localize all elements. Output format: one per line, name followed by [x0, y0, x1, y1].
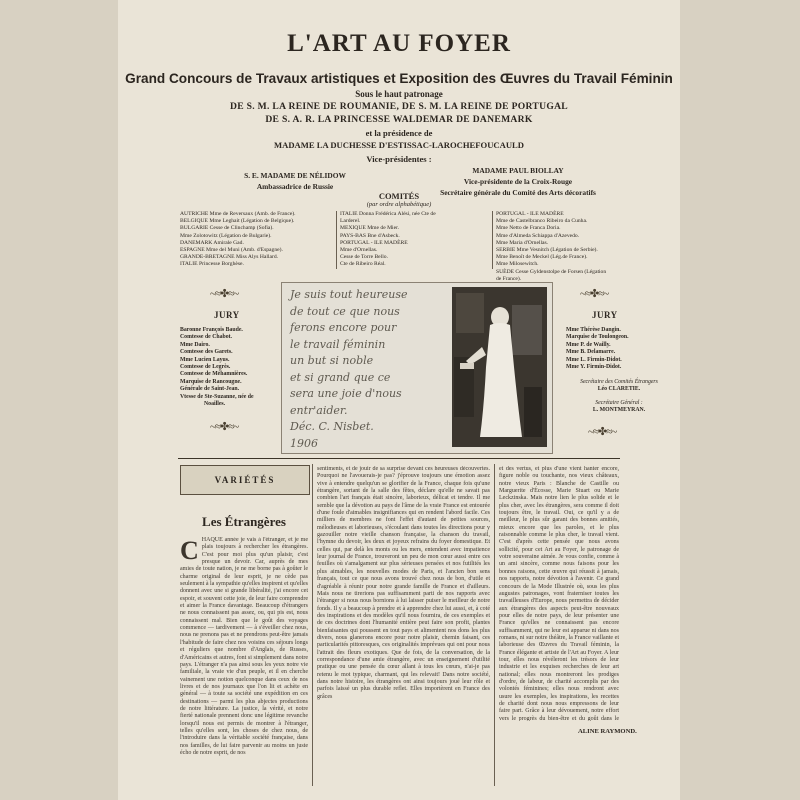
column-divider: [312, 464, 313, 786]
list-item: SUÈDE Cesse Gyldenstolpe de Forsen (Légation: [496, 268, 607, 275]
jury-right-list: [566, 327, 672, 371]
vice-president-left: S. E. MADAME DE NÉLIDOW Ambassadrice de Russie: [244, 171, 346, 191]
author-signature: ALINE RAYMOND.: [578, 728, 637, 735]
list-item: Comtesse des Garets.: [180, 349, 233, 356]
duchess-line: MADAME LA DUCHESSE D'ESTISSAC-LAROCHEFOUCAULD: [274, 140, 524, 150]
list-item: Comtesse de Legrès.: [180, 364, 231, 371]
section-divider: [178, 458, 620, 459]
list-item: Mme Zolotowitz (Légation de Bulgarie).: [180, 232, 272, 239]
list-item: Mme Maria d'Ornellas.: [496, 239, 549, 246]
list-item: Cesse de Torre Bello.: [340, 254, 388, 261]
varietes-banner: VARIÉTÉS: [180, 465, 310, 495]
portrait-illustration: [452, 287, 547, 447]
ornament-icon: ~≈✤≈~: [588, 426, 617, 438]
comites-divider: [492, 211, 493, 269]
column-divider: [494, 464, 495, 786]
list-item: ESPAGNE Mme del Muni (Amb. d'Espagne).: [180, 247, 283, 254]
list-item: AUTRICHE Mme de Reversaux (Amb. de France).: [180, 211, 296, 217]
list-item: Mme Netto de Franca Doria.: [496, 225, 561, 232]
list-item: Mme B. Delamarre.: [566, 349, 616, 356]
list-item: SERBIE Mme Vesnitch (Légation de Serbie).: [496, 247, 598, 254]
comites-column-3: [496, 211, 606, 283]
list-item: Comtesse de Chabot.: [180, 334, 233, 341]
list-item: Mme d'Almeda Schiappa d'Azevedo.: [496, 232, 580, 239]
jury-right-heading: JURY: [592, 310, 618, 320]
list-item: DANEMARK Amirale Gad.: [180, 239, 244, 246]
comites-heading: COMITÉS: [378, 191, 420, 201]
comites-subheading: (par ordre alphabétique): [366, 201, 432, 208]
ornament-icon: ~≈✤≈~: [210, 288, 239, 300]
comites-divider: [336, 211, 337, 269]
list-item: Mme Benoît de Meckel (Lég.de France).: [496, 254, 588, 261]
article-column-2: sentiments, et de jouir de sa surprise devant ces heureuses découvertes. Pourquoi ne l'avouerais-je pas? j'éprouve toujours une émotion assez vive à entendre quelqu'un se glorifier de la France, chaque fois qu'une étrangère, sortant de la salle des fêtes, déclare qu'elle ne savait pas combien l'art français était sincère, laborieux, délicat et tendre. Il me semble que la dévotion au pays de l'âme de la vraie France est entourée d'une foule d'aimables insignifiances qui en rendent l'abord facile. Ces milliers de membres ne font l'effet d'autant de petites sources, mélodieuses et laborieuses, s'écoulant dans toutes les directions pour y gazouiller notre vieille chanson française, la chanson du travail, l'hymne du devoir, les deux et joyeux refrains du foyer domestique. Et celles qui, par delà les monts ou les mers, entendent avec impatience leur journal de France, trouveront un peu de mon cœur aussi entre ces feuilles où s'amalgament sur plus sérieuses pensées et nos futilités les plus aimables, les nouvelles modes de Paris, et l'ancien bon sens français, tout ce que nous avons trouvé chez nous de bon, d'utile et d'agréable à réunir pour notre grande famille de France et d'ailleurs. Mais nous ne tirerions pas suffisamment parti de nos rapports avec l'étranger si nous nous bornions à lui laisser puiser le meilleur de notre fonds. Il y a beaucoup à prendre et à apprendre chez lui aussi, et, à coté des inspirations et des modèles qu'il nous fournira, de ces exemples et de ces doctrines dont l'humanité entière peut faire son profit, plantes bienfaisantes qui poussent en tout pays et alimentent nos dons les plus divers, nous glanerons encore pour notre plaisir, chemin faisant, ces particularités pittoresques, ces originalités imprévues qui ont pour nous l'attrait des fleurs exotiques. Que de fois, de la conversation, de la correspondance d'une amie étrangère, avec un enseignement d'utilité pratique ou une pensée du cœur allant à tous les cœurs, n'ai-je pas retenu le mot typique, charmant, qui les relevait! Dans notre société, dans notre histoire, les étrangères ont ainsi toujours joué leur rôle et parfois laissé un plus durable reflet. Elles importèrent en France des grâces: [317, 466, 490, 700]
list-item: PORTUGAL - ILE MADÈRE: [496, 211, 564, 217]
list-item: Baronne François Baude.: [180, 327, 243, 333]
list-item: Marquise de Rancougne.: [180, 378, 242, 385]
list-item: PORTUGAL - ILE MADÈRE: [340, 239, 408, 246]
secretaries: Secrétaire des Comités Étrangers Léo CLARETIE. Secrétaire Général : L. MONTMEYRAN.: [580, 379, 658, 414]
article-column-1: CHAQUE année je vais à l'étranger, et je me plais toujours à rechercher les étrangères. C'est pour moi plus qu'un plaisir, c'est presque un devoir. Car, auprès de mes amies de toute nation, je ne me borne pas à goûter le charme original de leur esprit, je ne cède pas seulement à la sympathie qu'elles inspirent et qu'elles donnent avec une si grande libéralité, j'ai encore cet espoir, et souvent cette joie, de leur faire comprendre et aimer la France davantage. Beaucoup d'étrangers ne nous connaissent pas assez, ou, qui pis est, nous connaissent mal. Bien que le goût des voyages commence — tardivement — à s'éveiller chez nous, nous ne prenons pas et ne prendrons peut-être jamais l'habitude de faire chez nos voisins ces séjours longs et réguliers que nombre d'Anglais, de Russes, d'Américains et autres, font si simplement dans notre pays. L'étranger n'a pas ainsi sous les yeux notre vie familiale, la vraie vie d'un peuple, et il en cherche vainement une notion quelconque dans ceux de nos livres et de nos journaux que l'on lit et achète en général — à toute sa société une expédition en ces destinations — parmi les plus abjectes productions de notre littérature. La justice, la vérité, et notre fierté nationale prennent donc une légitime revanche lorsqu'il nous est permis de montrer à l'étranger, telles qu'elles sont, les choses de chez nous, de l'introduire dans la véritable société française, dans nos familles, de lui faire parvenir au moins un juste écho de notre esprit, de nos: [180, 537, 308, 756]
patronage-line: Sous le haut patronage: [355, 89, 443, 99]
list-item: Larderel.: [340, 218, 361, 225]
list-item: ITALIE Princesse Borghèse.: [180, 261, 244, 268]
list-item: de France).: [496, 275, 522, 282]
list-item: Mme L. Firmin-Didot.: [566, 356, 622, 363]
article-title: Les Étrangères: [202, 514, 286, 529]
list-item: ITALIE Donna Frédérica Alési, née Cte de: [340, 211, 436, 217]
jury-left-heading: JURY: [214, 310, 240, 320]
list-item: Mme de Castelbranco Ribeiro da Cunha.: [496, 218, 588, 225]
list-item: Vtesse de Ste-Suzanne, née de: [180, 393, 254, 400]
drop-cap: C: [180, 537, 199, 565]
list-item: GRANDE-BRETAGNE Miss Alys Hallard.: [180, 254, 279, 261]
contest-subtitle: Grand Concours de Travaux artistiques et Exposition des Œuvres du Travail Féminin: [125, 71, 673, 86]
list-item: Mme d'Ornellas.: [340, 247, 378, 254]
list-item: Mme Y. Firmin-Didot.: [566, 364, 622, 371]
ornament-icon: ~≈✤≈~: [580, 288, 609, 300]
jury-left-list: [180, 327, 280, 408]
autograph-photo-plate: [281, 282, 553, 454]
presidence-line: et la présidence de: [365, 128, 433, 138]
princess-line: DE S. A. R. LA PRINCESSE WALDEMAR DE DANEMARK: [265, 114, 533, 125]
vice-presidents-heading: Vice-présidentes :: [366, 154, 432, 164]
list-item: BULGARIE Cesse de Clinchamp (Sofia).: [180, 225, 274, 232]
list-item: Mme Lucien Layus.: [180, 356, 230, 363]
vice-president-right: MADAME PAUL BIOLLAY Vice-présidente de la Croix-Rouge Secrétaire générale du Comité des Arts décoratifs: [440, 166, 596, 197]
comites-column-2: [340, 211, 436, 269]
list-item: Mme P. de Wailly.: [566, 341, 611, 348]
list-item: MEXIQUE Mme de Mier.: [340, 225, 400, 232]
list-item: Comtesse de Méhamnières.: [180, 371, 248, 378]
ornament-icon: ~≈✤≈~: [210, 421, 239, 433]
page-title: L'ART AU FOYER: [287, 30, 511, 57]
list-item: Générale de Saint-Jean.: [180, 386, 240, 393]
list-item: Noailles.: [204, 401, 226, 408]
list-item: Mme Milosewitch.: [496, 261, 539, 268]
list-item: BELGIQUE Mme Leghait (Légation de Belgique).: [180, 218, 295, 225]
list-item: Mme Thérèse Dangin.: [566, 327, 621, 333]
list-item: Mme Dairo.: [180, 341, 210, 348]
list-item: Cte de Ribeiro Réal.: [340, 261, 386, 268]
comites-column-1: [180, 211, 296, 269]
list-item: PAYS-BAS Bne d'Asbeck.: [340, 232, 400, 239]
magazine-page: [118, 0, 680, 800]
queen-portrait-photo: [452, 287, 547, 447]
queens-line: DE S. M. LA REINE DE ROUMANIE, DE S. M. LA REINE DE PORTUGAL: [229, 101, 569, 112]
article-column-3: et des vertus, et plus d'une vient hanter encore, figure noble ou touchante, nos vieux châteaux, notre vieux Paris : Blanche de Castille ou Marguerite d'Écosse, Marie Stuart ou Marie Leckzinska. Mais notre lien le plus solide et le plus cher, avec les étrangères, sera comme il doit toujours être, le travail. Oui, ce qu'il y a de meilleur, le plus sûr garant des bonnes amitiés, mieux encore que les paroles, et le plus raisonnable comme le plus cher, le travail vient. C'est d'après cette pensée que nous avons sollicité, pour cet Art au Foyer, le patronage de votre souveraine aimée. Je vous confie, comme à un ami sincère, comme nous faisons pour les bonnes raisons, cette œuvre qui réussit à jamais, nos rapports, notre dévotion à l'avenir. Ce grand concours de la Mode Illustrée où, sous les plus augustes patronages, vont fraterniser toutes les travailleuses d'Europe, nous permettra de décider aux étrangères des aspects peut-être nouveaux pour elles de notre pays, de leur présenter une France qu'elles ne connaissent pas encore suffisamment, qui ne leur est apparue ni dans nos romans, ni sur notre théâtre, la France vaillante et laborieuse des Œuvres du Travail féminin, la France élégante et artiste de l'Art au Foyer. A leur tour, elles nous révéleront les trésors de leur industrie et les exquises recherches de leur art national; elles nous montreront les prodiges d'ordre, de labeur, de charité accomplis par des volontés féminines; elles nous rendront avec usure les exemples, les inspirations, les recettes de charité dont nous nous empressons de leur faire part. Grâce à leur dévouement, notre effort vers le progrès du bien-être et du goût dans le: [499, 466, 619, 721]
list-item: Marquise de Toulongeon.: [566, 334, 629, 341]
handwritten-letter: Je suis tout heureuse de tout ce que nous ferons encore pour le travail féminin un but si noble et si grand que ce sera une joie d'nous entr'aider. Déc. C. Nisbet. 1906: [290, 288, 408, 450]
